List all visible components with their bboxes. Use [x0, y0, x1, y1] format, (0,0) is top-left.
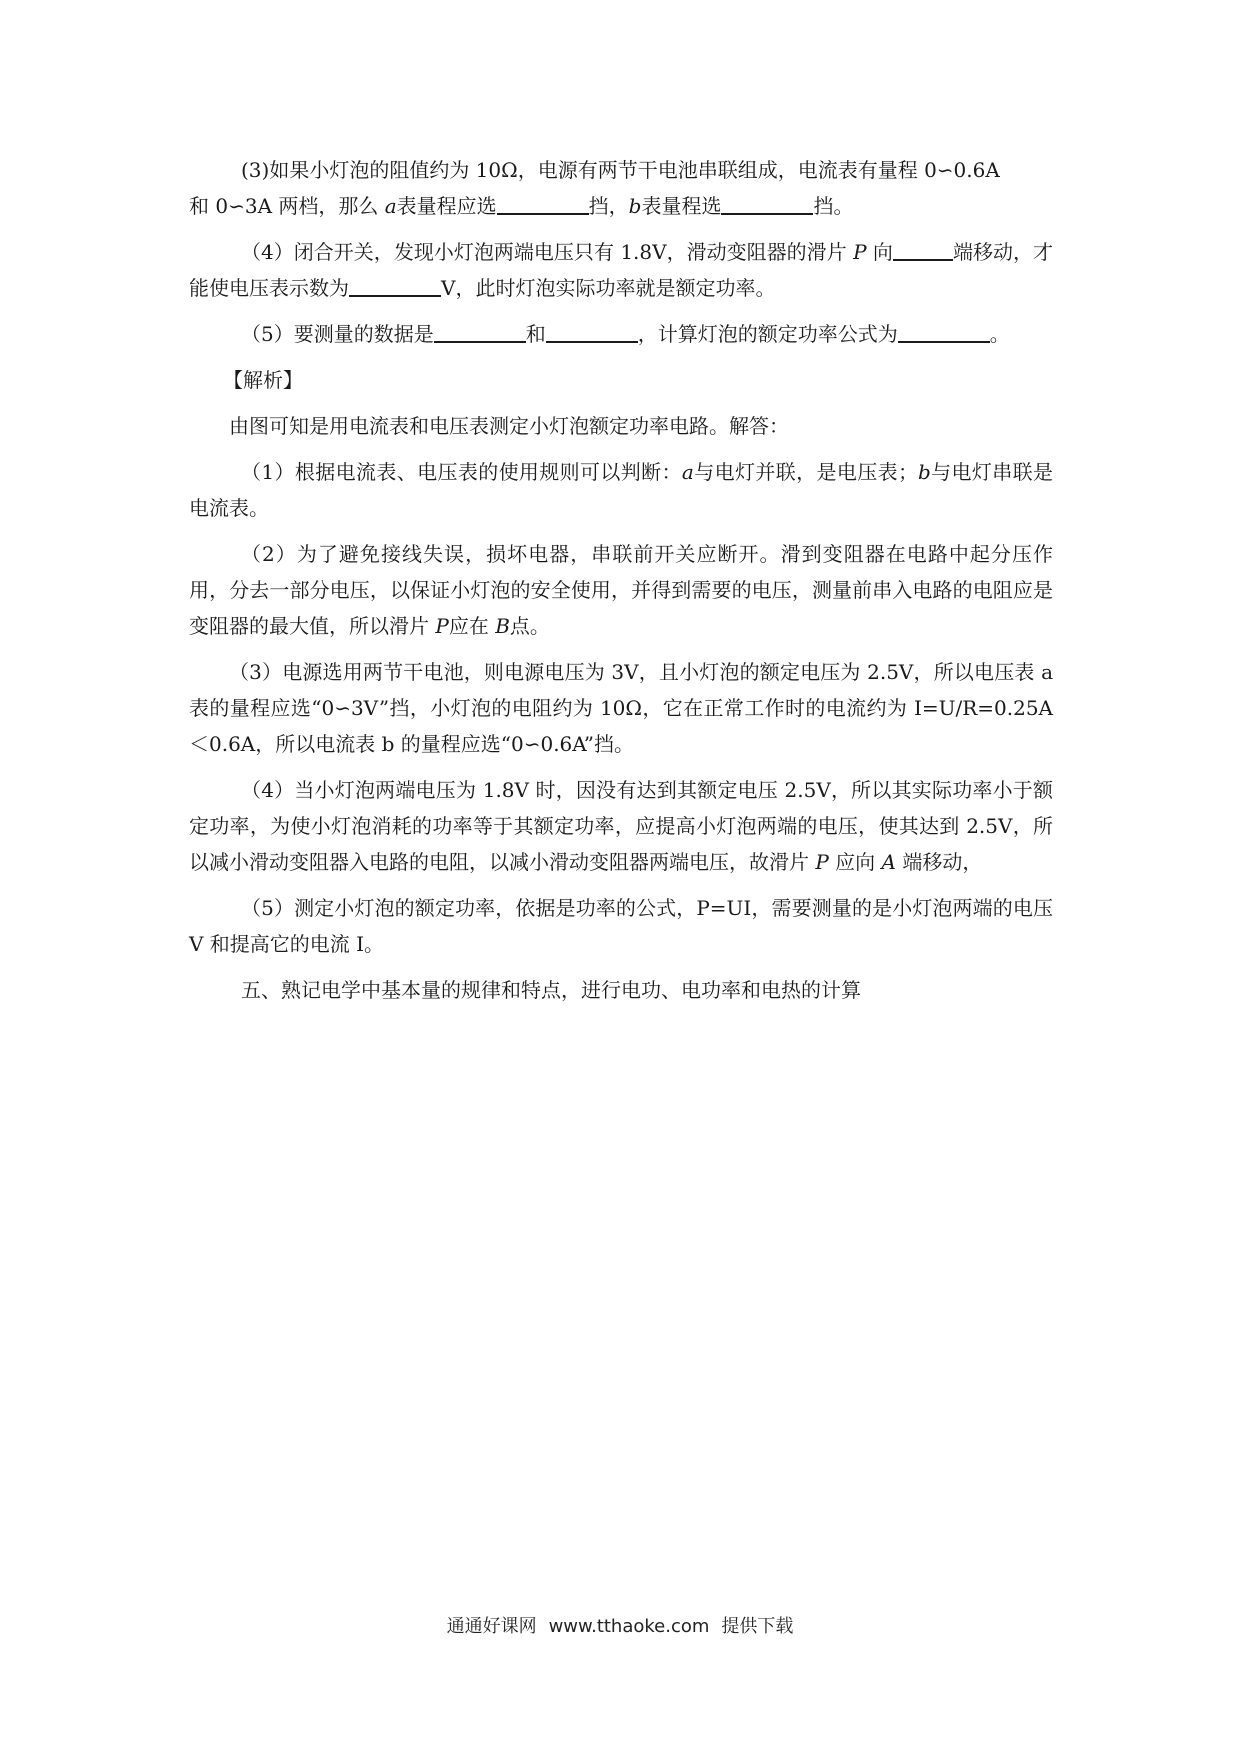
q3-var-a: a [384, 194, 397, 218]
analysis-step-1 [189, 454, 1053, 526]
analysis-text: （1）根据电流表、电压表的使用规则可以判断： [241, 460, 682, 484]
answer-blank[interactable] [349, 275, 441, 297]
analysis-heading: 【解析】 [223, 368, 303, 392]
footer-action: 提供下载 [721, 1616, 794, 1637]
document-body [189, 152, 1053, 1018]
question-3 [189, 152, 1053, 224]
q3-text: 和 0∽3A 两档，那么 [189, 194, 385, 218]
q3-text: 表量程应选 [396, 194, 497, 218]
footer-url[interactable]: www.tthaoke.com [548, 1616, 710, 1637]
q5-text: （5）要测量的数据是 [241, 322, 434, 346]
analysis-var-p: P [435, 614, 449, 638]
page-footer [0, 1612, 1240, 1638]
analysis-var-b: b [917, 460, 931, 484]
analysis-step-4 [189, 772, 1053, 880]
analysis-var-a: a [681, 460, 694, 484]
q4-var-p: P [853, 240, 867, 264]
analysis-text: （4）当小灯泡两端电压为 1.8V 时，因没有达到其额定电压 2.5V，所以其实际功率小于额定功率，为使小灯泡消耗的功率等于其额定功率，应提高小灯泡两端的电压，使其达到 2.5V，所以减小滑动变阻器入电路的电阻，以减小滑动变阻器两端电压，故滑片 [189, 778, 1053, 874]
q3-text: 挡。 [813, 194, 854, 218]
analysis-text: 应在 [448, 614, 496, 638]
answer-blank[interactable] [546, 321, 638, 343]
answer-blank[interactable] [898, 321, 990, 343]
q4-text: （4）闭合开关，发现小灯泡两端电压只有 1.8V，滑动变阻器的滑片 [241, 240, 854, 264]
analysis-step-3: （3）电源选用两节干电池，则电源电压为 3V，且小灯泡的额定电压为 2.5V，所以电压表 a 表的量程应选“0∽3V”挡，小灯泡的电阻约为 10Ω，它在正常工作时的电流约为 I=U/R=0.25A＜0.6A，所以电流表 b 的量程应选“0∽0.6A”挡。 [189, 660, 1053, 756]
analysis-step-2 [189, 536, 1053, 644]
answer-blank[interactable] [721, 193, 813, 215]
q3-text: 表量程选 [641, 194, 722, 218]
answer-blank[interactable] [497, 193, 589, 215]
q3-line1: (3)如果小灯泡的阻值约为 10Ω，电源有两节干电池串联组成，电流表有量程 0∽0.6A [241, 158, 1000, 182]
analysis-text: 点。 [509, 614, 550, 638]
analysis-text: 应向 [828, 850, 882, 874]
answer-blank[interactable] [893, 239, 953, 261]
q5-text: 和 [525, 322, 546, 346]
q3-var-b: b [628, 194, 642, 218]
analysis-step-5: （5）测定小灯泡的额定功率，依据是功率的公式，P=UI，需要测量的是小灯泡两端的电压 V 和提高它的电流 I。 [189, 896, 1053, 956]
question-5 [189, 316, 1053, 352]
analysis-var-p: P [815, 850, 829, 874]
analysis-text: 端移动， [896, 850, 983, 874]
analysis-text: 与电灯串联是电流表。 [189, 460, 1054, 520]
q4-text: 向 [866, 240, 893, 264]
q4-text: 端移动，才能使电压表示数为 [189, 240, 1053, 300]
q5-text: 。 [989, 322, 1010, 346]
question-4 [189, 234, 1053, 306]
analysis-intro: 由图可知是用电流表和电压表测定小灯泡额定功率电路。解答： [229, 414, 789, 438]
answer-blank[interactable] [434, 321, 526, 343]
analysis-var-b-point: B [495, 614, 510, 638]
section-5-heading: 五、熟记电学中基本量的规律和特点，进行电功、电功率和电热的计算 [241, 978, 861, 1002]
analysis-text: （2）为了避免接线失误，损坏电器，串联前开关应断开。滑到变阻器在电路中起分压作用，分去一部分电压，以保证小灯泡的安全使用，并得到需要的电压，测量前串入电路的电阻应是变阻器的最大值，所以滑片 [189, 542, 1053, 638]
q3-text: 挡， [588, 194, 629, 218]
analysis-text: 与电灯并联，是电压表； [693, 460, 918, 484]
footer-site-name: 通通好课网 [446, 1616, 537, 1637]
q4-text: V，此时灯泡实际功率就是额定功率。 [441, 276, 776, 300]
q5-text: ，计算灯泡的额定功率公式为 [637, 322, 898, 346]
analysis-var-a-point: A [881, 850, 896, 874]
